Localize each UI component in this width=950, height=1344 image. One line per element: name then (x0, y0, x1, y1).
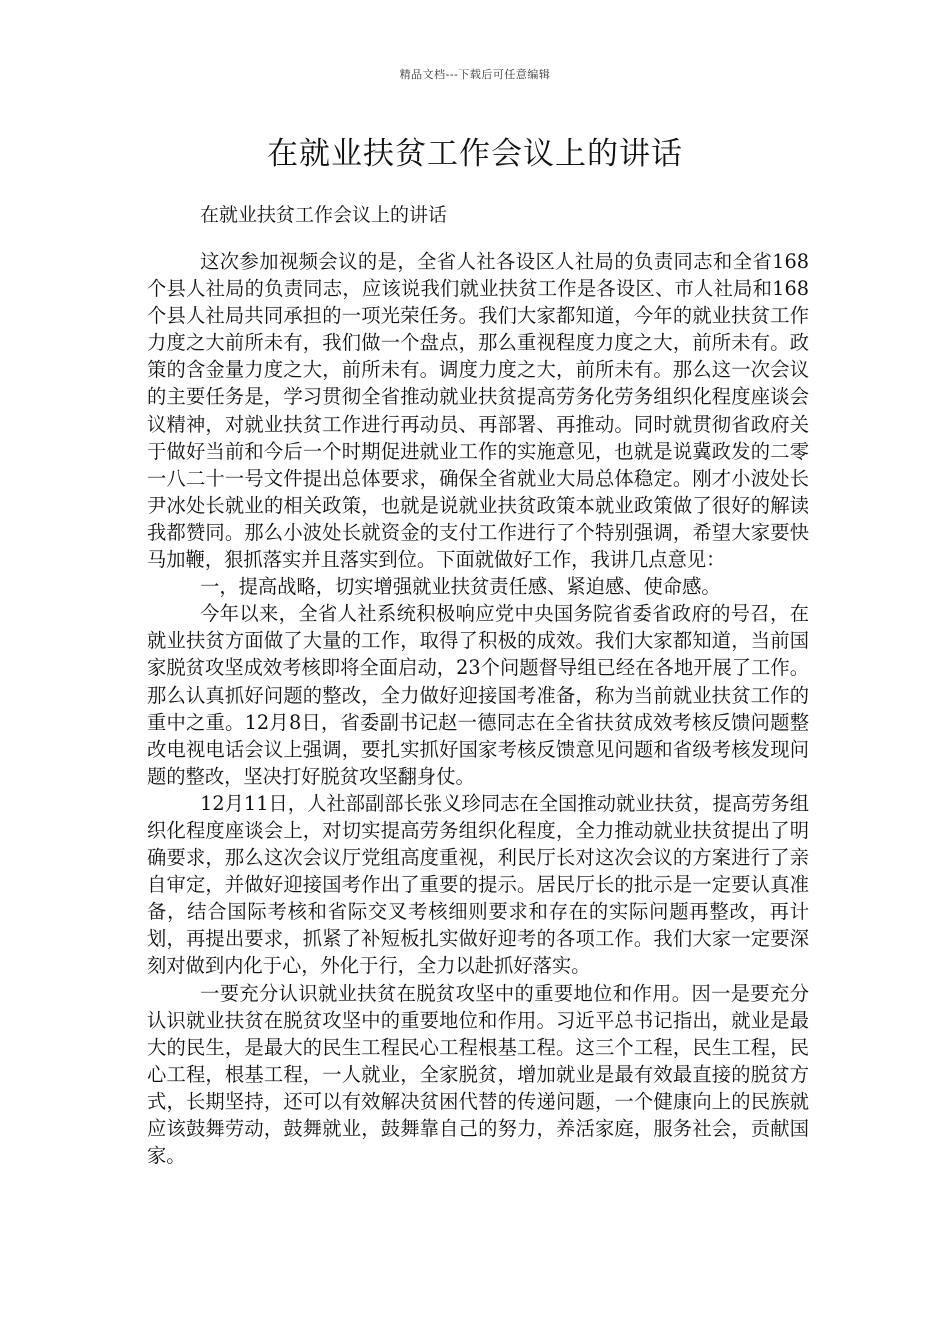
page-header: 精品文档---下载后可任意编辑 (399, 68, 551, 81)
document-subtitle: 在就业扶贫工作会议上的讲话 (200, 204, 448, 226)
document-title: 在就业扶贫工作会议上的讲话 (267, 136, 683, 172)
body-paragraph-4: 一要充分认识就业扶贫在脱贫攻坚中的重要地位和作用。因一是要充分认识就业扶贫在脱贫攻坚中的重要地位和作用。习近平总书记指出，就业是最大的民生，是最大的民生工程民心工程根基工程。这三个工程，民生工程，民心工程，根基工程，一人就业，全家脱贫，增加就业是最有效最直接的脱贫方式，长期坚持，还可以有效解决贫困代替的传递问题，一个健康向上的民族就应该鼓舞劳动，鼓舞就业，鼓舞靠自己的努力，养活家庭，服务社会，贡献国家。 (147, 981, 809, 1168)
body-paragraph-3: 12月11日，人社部副部长张义珍同志在全国推动就业扶贫，提高劳务组织化程度座谈会上，对切实提高劳务组织化程度，全力推动就业扶贫提出了明确要求，那么这次会议厅党组高度重视，利民厅长对这次会议的方案进行了亲自审定，并做好迎接国考作出了重要的提示。居民厅长的批示是一定要认真准备，结合国际考核和省际交叉考核细则要求和存在的实际问题再整改，再计划，再提出要求，抓紧了补短板扎实做好迎考的各项工作。我们大家一定要深刻对做到内化于心，外化于行，全力以赴抓好落实。 (147, 791, 809, 978)
body-paragraph-2: 今年以来，全省人社系统积极响应党中央国务院省委省政府的号召，在就业扶贫方面做了大量的工作，取得了积极的成效。我们大家都知道，当前国家脱贫攻坚成效考核即将全面启动，23个问题督导组已经在各地开展了工作。那么认真抓好问题的整改，全力做好迎接国考准备，称为当前就业扶贫工作的重中之重。12月8日，省委副书记赵一德同志在全省扶贫成效考核反馈问题整改电视电话会议上强调，要扎实抓好国家考核反馈意见问题和省级考核发现问题的整改，坚决打好脱贫攻坚翻身仗。 (147, 602, 809, 788)
document-body (147, 248, 809, 1169)
section-heading-1: 一，提高战略，切实增强就业扶贫责任感、紧迫感、使命感。 (200, 575, 721, 599)
body-paragraph-1: 这次参加视频会议的是，全省人社各设区人社局的负责同志和全省168个县人社局的负责同志，应该说我们就业扶贫工作是各设区、市人社局和168个县人社局共同承担的一项光荣任务。我们大家都知道，今年的就业扶贫工作力度之大前所未有，我们做一个盘点，那么重视程度力度之大，前所未有。政策的含金量力度之大，前所未有。调度力度之大，前所未有。那么这一次会议的主要任务是，学习贯彻全省推动就业扶贫提高劳务化劳务组织化程度座谈会议精神，对就业扶贫工作进行再动员、再部署、再推动。同时就贯彻省政府关于做好当前和今后一个时期促进就业工作的实施意见，也就是说冀政发的二零一八二十一号文件提出总体要求，确保全省就业大局总体稳定。刚才小波处长尹冰处长就业的相关政策，也就是说就业扶贫政策本就业政策做了很好的解读我都赞同。那么小波处长就资金的支付工作进行了个特别强调，希望大家要快马加鞭，狠抓落实并且落实到位。下面就做好工作，我讲几点意见： (147, 250, 809, 572)
